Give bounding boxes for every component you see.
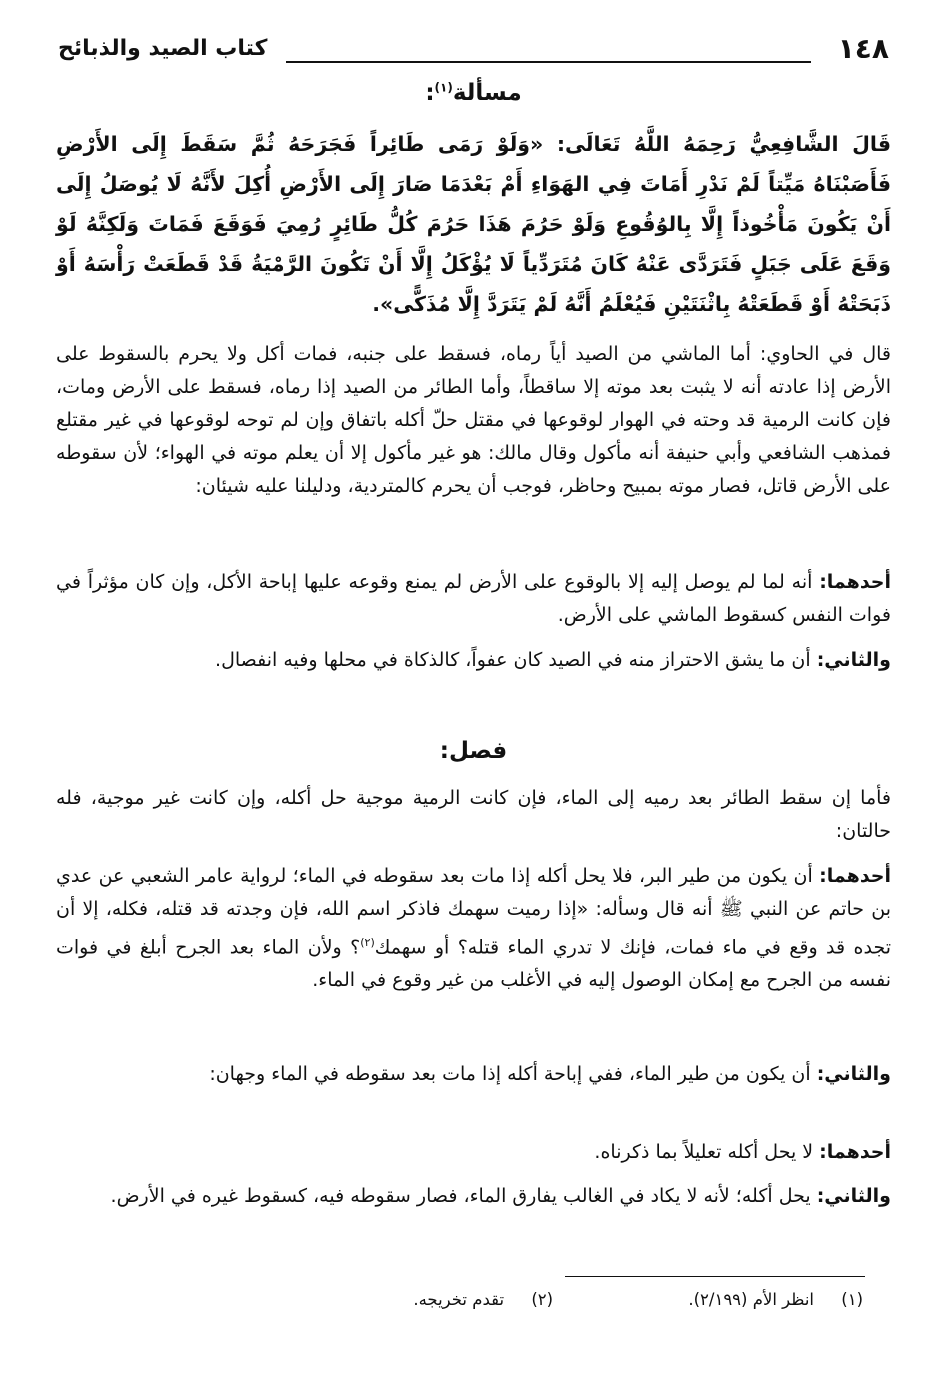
- view-two-text: يحل أكله؛ لأنه لا يكاد في الغالب يفارق الماء، فصار سقوطه فيه، كسقوط غيره في الأرض.: [110, 1185, 811, 1207]
- page-header: [58, 30, 889, 70]
- footnote-2-text: تقدم تخريجه.: [413, 1290, 505, 1309]
- state-one-label: أحدهما:: [819, 865, 891, 887]
- state-two: [56, 1058, 891, 1091]
- hawi-paragraph: قال في الحاوي: أما الماشي من الصيد أياً رماه، فسقط على جنبه، فمات أكل ولا يحرم بالسقوط على الأرض إذا عادته أنه لا يثبت بعد موته إلا ساقطاً، وأما الطائر من الصيد إذا رماه، فسقط على الأرض ومات، فإن كانت الرمية قد وحته في الهوار لوقوعها في مقتل حلّ أكله باتفاق وإن لم توحه لوقوعها في غير مقتلع فمذهب الشافعي وأبي حنيفة أنه مأكول وقال مالك: هو غير مأكول إلا أن يعلم موته في الهواء؛ لأن سقوطه على الأرض قاتل، فصار موته بمبيح وحاظر، فوجب أن يحرم كالمتردية، ودليلنا عليه شيئان:: [56, 343, 891, 497]
- view-two: [56, 1180, 891, 1213]
- fasl-heading: فصل:: [439, 738, 508, 764]
- footnote-rule: [565, 1276, 865, 1277]
- footnotes: [56, 1290, 863, 1309]
- water-intro: فأما إن سقط الطائر بعد رميه إلى الماء، فإن كانت الرمية موجية حل أكله، وإن كانت غير موجية، فله حالتان:: [56, 787, 891, 842]
- first-reason-label: أحدهما:: [819, 571, 892, 593]
- footnote-ref-2: (٢): [360, 936, 375, 949]
- state-one-text: أن يكون من طير البر، فلا يحل أكله إذا مات بعد سقوطه في الماء؛ لرواية عامر الشعبي عن عدي بن حاتم عن النبي ﷺ أنه قال وسأله: «إذا رميت سهمك فاذكر اسم الله، فإن وجدته قد قتله، فكله، إلا أن تجده قد وقع في ماء فمات، فإنك لا تدري الماء قتله؟ أو سهمك: [56, 865, 891, 959]
- state-two-text: أن يكون من طير الماء، ففي إباحة أكله إذا مات بعد سقوطه في الماء وجهان:: [209, 1063, 811, 1085]
- view-one: [56, 1136, 891, 1169]
- second-reason-text: أن ما يشق الاحتراز منه في الصيد كان عفواً، كالذكاة في محلها وفيه انفصال.: [215, 649, 811, 671]
- book-title: كتاب الصيد والذبائح: [58, 36, 268, 61]
- second-reason-label: والثاني:: [816, 649, 891, 671]
- state-one-text-after: ؟ ولأن الماء بعد الجرح أبلغ في فوات نفسه من الجرح مع إمكان الوصول إليه في الأغلب من غير وقوع في الماء.: [56, 936, 891, 992]
- view-two-label: والثاني:: [816, 1185, 891, 1207]
- footnote-1-text: انظر الأم (٢/١٩٩).: [688, 1290, 814, 1309]
- first-reason-text: أنه لما لم يوصل إليه إلا بالوقوع على الأرض لم يمنع وقوعه عليها إباحة الأكل، وإن كان مؤثراً في فوات النفس كسقوط الماشي على الأرض.: [56, 571, 891, 626]
- state-two-label: والثاني:: [816, 1063, 891, 1085]
- header-rule: [286, 61, 811, 63]
- second-reason: [56, 644, 891, 677]
- view-one-label: أحدهما:: [819, 1141, 891, 1163]
- footnote-ref-1: (١): [434, 80, 453, 95]
- first-reason: [56, 566, 891, 632]
- page-number: ١٤٨: [837, 32, 889, 65]
- state-one: [56, 860, 891, 997]
- masala-colon: :: [425, 80, 435, 106]
- masala-title: مسألة: [452, 80, 522, 106]
- footnote-2: [413, 1290, 553, 1309]
- view-one-text: لا يحل أكله تعليلاً بما ذكرناه.: [594, 1141, 814, 1163]
- footnote-2-number: (٢): [531, 1290, 554, 1309]
- footnote-1: [688, 1290, 863, 1309]
- masala-heading: [58, 80, 889, 106]
- footnote-1-number: (١): [841, 1290, 863, 1309]
- main-text: قَالَ الشَّافِعِيُّ رَحِمَهُ اللَّهُ تَعَالَى: «وَلَوْ رَمَى طَائِراً فَجَرَحَهُ ثُمَّ سَقَطَ إِلَى الأَرْضِ فَأَصَبْنَاهُ مَيِّتاً لَمْ نَدْرِ أَمَاتَ فِي الهَوَاءِ أَمْ بَعْدَمَا صَارَ إِلَى الأَرْضِ أُكِلَ لأَنَّهُ لَا يُوصَلُ إِلَى أَنْ يَكُونَ مَأْخُوذاً إِلَّا بِالوُقُوعِ وَلَوْ حَرُمَ هَذَا حَرُمَ كُلُّ طَائِرٍ رُمِيَ فَوَقَعَ فَمَاتَ وَلَكِنَّهُ لَوْ وَقَعَ عَلَى جَبَلٍ فَتَرَدَّى عَنْهُ كَانَ مُتَرَدِّياً لَا يُؤْكَلُ إِلَّا أَنْ تَكُونَ الرَّمْيَةُ قَدْ قَطَعَتْ رَأْسَهُ أَوْ ذَبَحَتْهُ أَوْ قَطَعَتْهُ بِاثْنَتَيْنِ فَيُعْلَمُ أَنَّهُ لَمْ يَتَرَدَّ إِلَّا مُذَكًّى».: [56, 132, 891, 316]
